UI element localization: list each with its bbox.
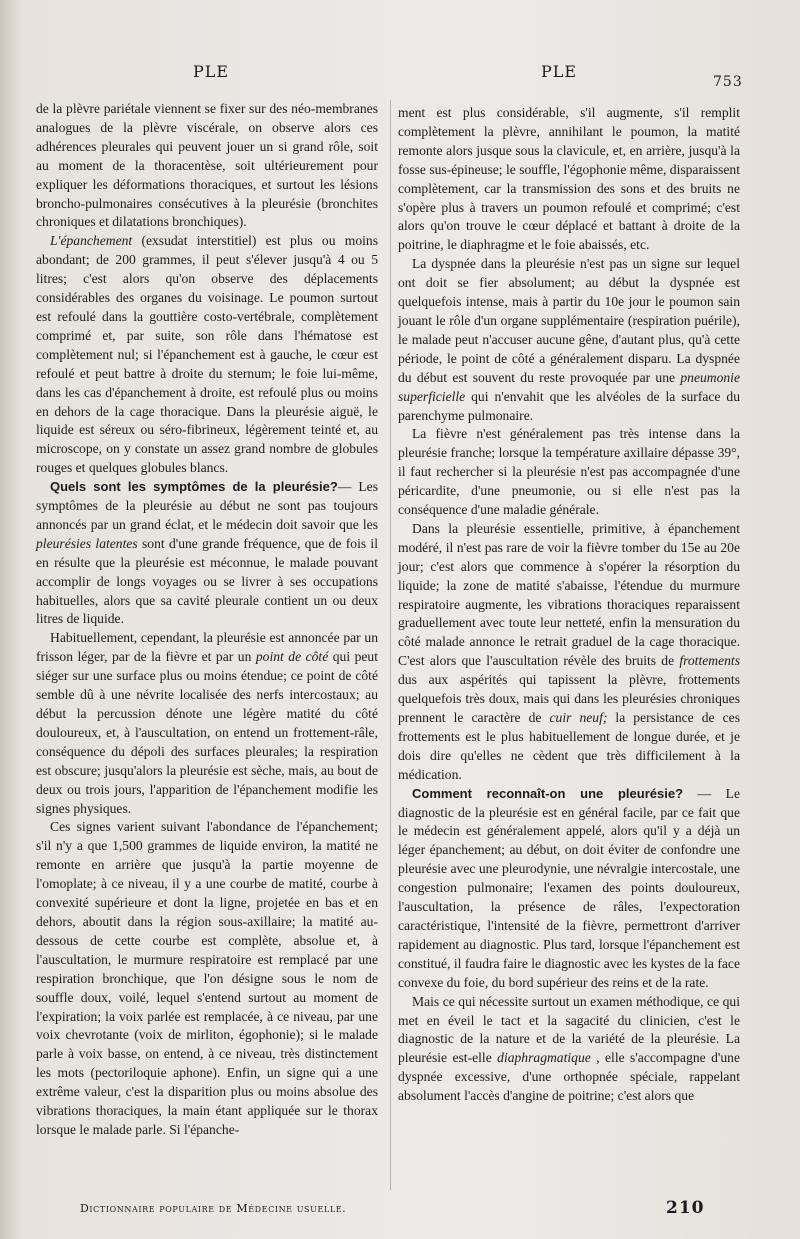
paragraph: Habituellement, cependant, la pleurésie est annoncée par un frisson léger, par de la fièvre et par un point de côté qui peut siéger sur une surface plus ou moins étendue; ce point de côté semble dû à une névrite localisée des nerfs intercostaux; au début la percussion dénote une légère matité du côté douloureux, et, à l'auscultation, on entend un frottement-râle, conséquence du dépoli des surfaces pleurales; la respiration est obscure; jusqu'alors la pleurésie est sèche, mais, au bout de deux ou trois jours, l'apparition de l'épanchement modifie les signes physiques.	[36, 630, 378, 816]
running-head-right: PLE	[541, 62, 578, 81]
paragraph: Mais ce qui nécessite surtout un examen méthodique, ce qui met en éveil le tact et la sagacité du clinicien, c'est le diagnostic de la nature et de la variété de la pleurésie. La pleurésie est-elle diaphragmatique , elle s'accompagne d'une dyspnée excessive, d'une orthopnée spéciale, rappelant absolument l'accès d'angine de poitrine; c'est alors que	[398, 993, 740, 1104]
column-divider	[390, 100, 391, 1190]
paragraph: Comment reconnaît-on une pleurésie? — Le diagnostic de la pleurésie est en général facile, par ce fait que le médecin est généralement appelé, alors qu'il y a déjà un léger épanchement; au début, on doit éviter de confondre une pleurésie avec une pleurodynie, une névralgie intercostale, une congestion pulmonaire; l'examen des points douloureux, l'auscultation, la présence de râles, l'expectoration caractéristique, l'intensité de la fièvre, permettront d'arriver rapidement au diagnostic. Plus tard, lorsque l'épanchement est constitué, il faudra faire le diagnostic avec les kystes de la face convexe du foie, du bord supérieur des reins et de la rate.	[398, 785, 740, 990]
book-title-footer: Dictionnaire populaire de Médecine usuelle.	[80, 1202, 347, 1215]
signature-number: 210	[666, 1198, 705, 1218]
paragraph: Ces signes varient suivant l'abondance de l'épanchement; s'il n'y a que 1,500 grammes de liquide environ, la matité ne remonte en arrière que jusqu'à la partie moyenne de l'omoplate; à ce niveau, il y a une courbe de matité, courbe à convexité supérieure et dont la ligne, projetée en bas et en dehors, aboutit dans la région sous-axillaire; la matité au-dessous de cette courbe est complète, absolue et, à l'auscultation, le murmure respiratoire est remplacé par une respiration bronchique, que l'on désigne sous le nom de souffle doux, voilé, lequel s'entend surtout au moment de l'expiration; la voix parlée est remplacée, à ce niveau, par une voix chevrotante (voix de mirliton, égophonie); si le malade parle à voix basse, on entend, à ce niveau, très distinctement les mots (pectoriloquie aphone). Enfin, un signe qui a une extrême valeur, c'est la disparition plus ou moins absolue des vibrations thoraciques, la main étant appliquée sur le thorax lorsque le malade parle. Si l'épanche-	[36, 819, 378, 1137]
paragraph: L'épanchement (exsudat interstitiel) est plus ou moins abondant; de 200 grammes, il peut s'élever jusqu'à 4 ou 5 litres; c'est alors qu'on observe des déplacements considérables des organes du voisinage. Le poumon surtout est refoulé dans la gouttière costo-vertébrale, complètement comprimé et, par suite, son rôle dans l'hématose est complètement nul; si l'épanchement est à gauche, le cœur est refoulé et peut battre à droite du sternum; le foie lui-même, dans les cas d'épanchement à droite, est refoulé plus ou moins en dehors de la cage thoracique. Dans la pleurésie aiguë, le liquide est séreux ou séro-fibrineux, légèrement teinté et, au microscope, on y constate un assez grand nombre de globules rouges et quelques globules blancs.	[36, 233, 378, 476]
page-number: 753	[713, 74, 743, 90]
right-column	[398, 104, 740, 1106]
paragraph: de la plèvre pariétale viennent se fixer sur des néo-membranes analogues de la plèvre viscérale, on observe alors ces adhérences pleurales qui peuvent jouer un si grand rôle, soit au moment de la thoracentèse, soit ultérieurement pour expliquer les déformations thoraciques, et surtout les lésions broncho-pulmonaires consécutives à la pleurésie (bronchites chroniques et dilatations bronchiques).	[36, 101, 378, 230]
paragraph: Dans la pleurésie essentielle, primitive, à épanchement modéré, il n'est pas rare de voir la fièvre tomber du 15e au 20e jour; c'est alors que commence à s'opérer la résorption du liquide; la zone de matité s'abaisse, l'étendue du murmure respiratoire augmente, les vibrations thoraciques reparaissent graduellement avec toute leur netteté, enfin la mensuration du côté malade annonce le retrait graduel de la cage thoracique. C'est alors que l'auscultation révèle des bruits de frottements dus aux aspérités qui tapissent la plèvre, frottements quelquefois très doux, mais qui dans les pleurésies chroniques prennent le caractère de cuir neuf; la persistance de ces frottements est le plus habituellement de longue durée, et je dois dire qu'elles ne cèdent que très difficilement à la médication.	[398, 520, 741, 782]
section-question: Quels sont les symptômes de la pleurésie?	[50, 479, 338, 495]
paragraph: Quels sont les symptômes de la pleurésie?— Les symptômes de la pleurésie au début ne sont pas toujours annoncés par un grand éclat, et le médecin doit savoir que les pleurésies latentes sont d'une grande fréquence, que de fois il en résulte que la pleurésie est méconnue, le malade pouvant accomplir de longs voyages ou se livrer à ses occupations habituelles, alors que sa cavité pleurale contient un ou deux litres de liquide.	[36, 479, 378, 627]
paragraph: ment est plus considérable, s'il augmente, s'il remplit complètement la plèvre, annihilant le poumon, la matité remonte alors jusque sous la clavicule, et, en arrière, jusqu'à la fosse sus-épineuse; le souffle, l'égophonie même, disparaissent complètement, car la transmission des sons et des bruits ne s'opère plus à travers un poumon refoulé et comprimé; c'est alors qu'on trouve le cœur déplacé et battant à droite de la poitrine, le diaphragme et le foie abaissés, etc.	[398, 105, 740, 253]
section-question: Comment reconnaît-on une pleurésie?	[412, 785, 684, 801]
running-head-left: PLE	[193, 62, 230, 81]
paragraph: La fièvre n'est généralement pas très intense dans la pleurésie franche; lorsque la température axillaire dépasse 39°, il faut rechercher si la pleurésie n'est pas accompagnée d'une péricardite, d'une pneumonie, ou si elle n'est pas la conséquence d'une maladie générale.	[398, 426, 740, 518]
left-column	[36, 100, 378, 1140]
paragraph: La dyspnée dans la pleurésie n'est pas un signe sur lequel ont doit se fier absolument; au début la dyspnée est quelquefois intense, mais à partir du 10e jour le poumon sain jouant le rôle d'un organe supplémentaire (respiration puérile), le malade peut n'accuser aucune gêne, d'autant plus, qu'à cette période, le point de côté a généralement disparu. La dyspnée du début est souvent du reste provoquée par une pneumonie superficielle qui n'envahit que les alvéoles de la surface du parenchyme pulmonaire.	[398, 256, 740, 423]
